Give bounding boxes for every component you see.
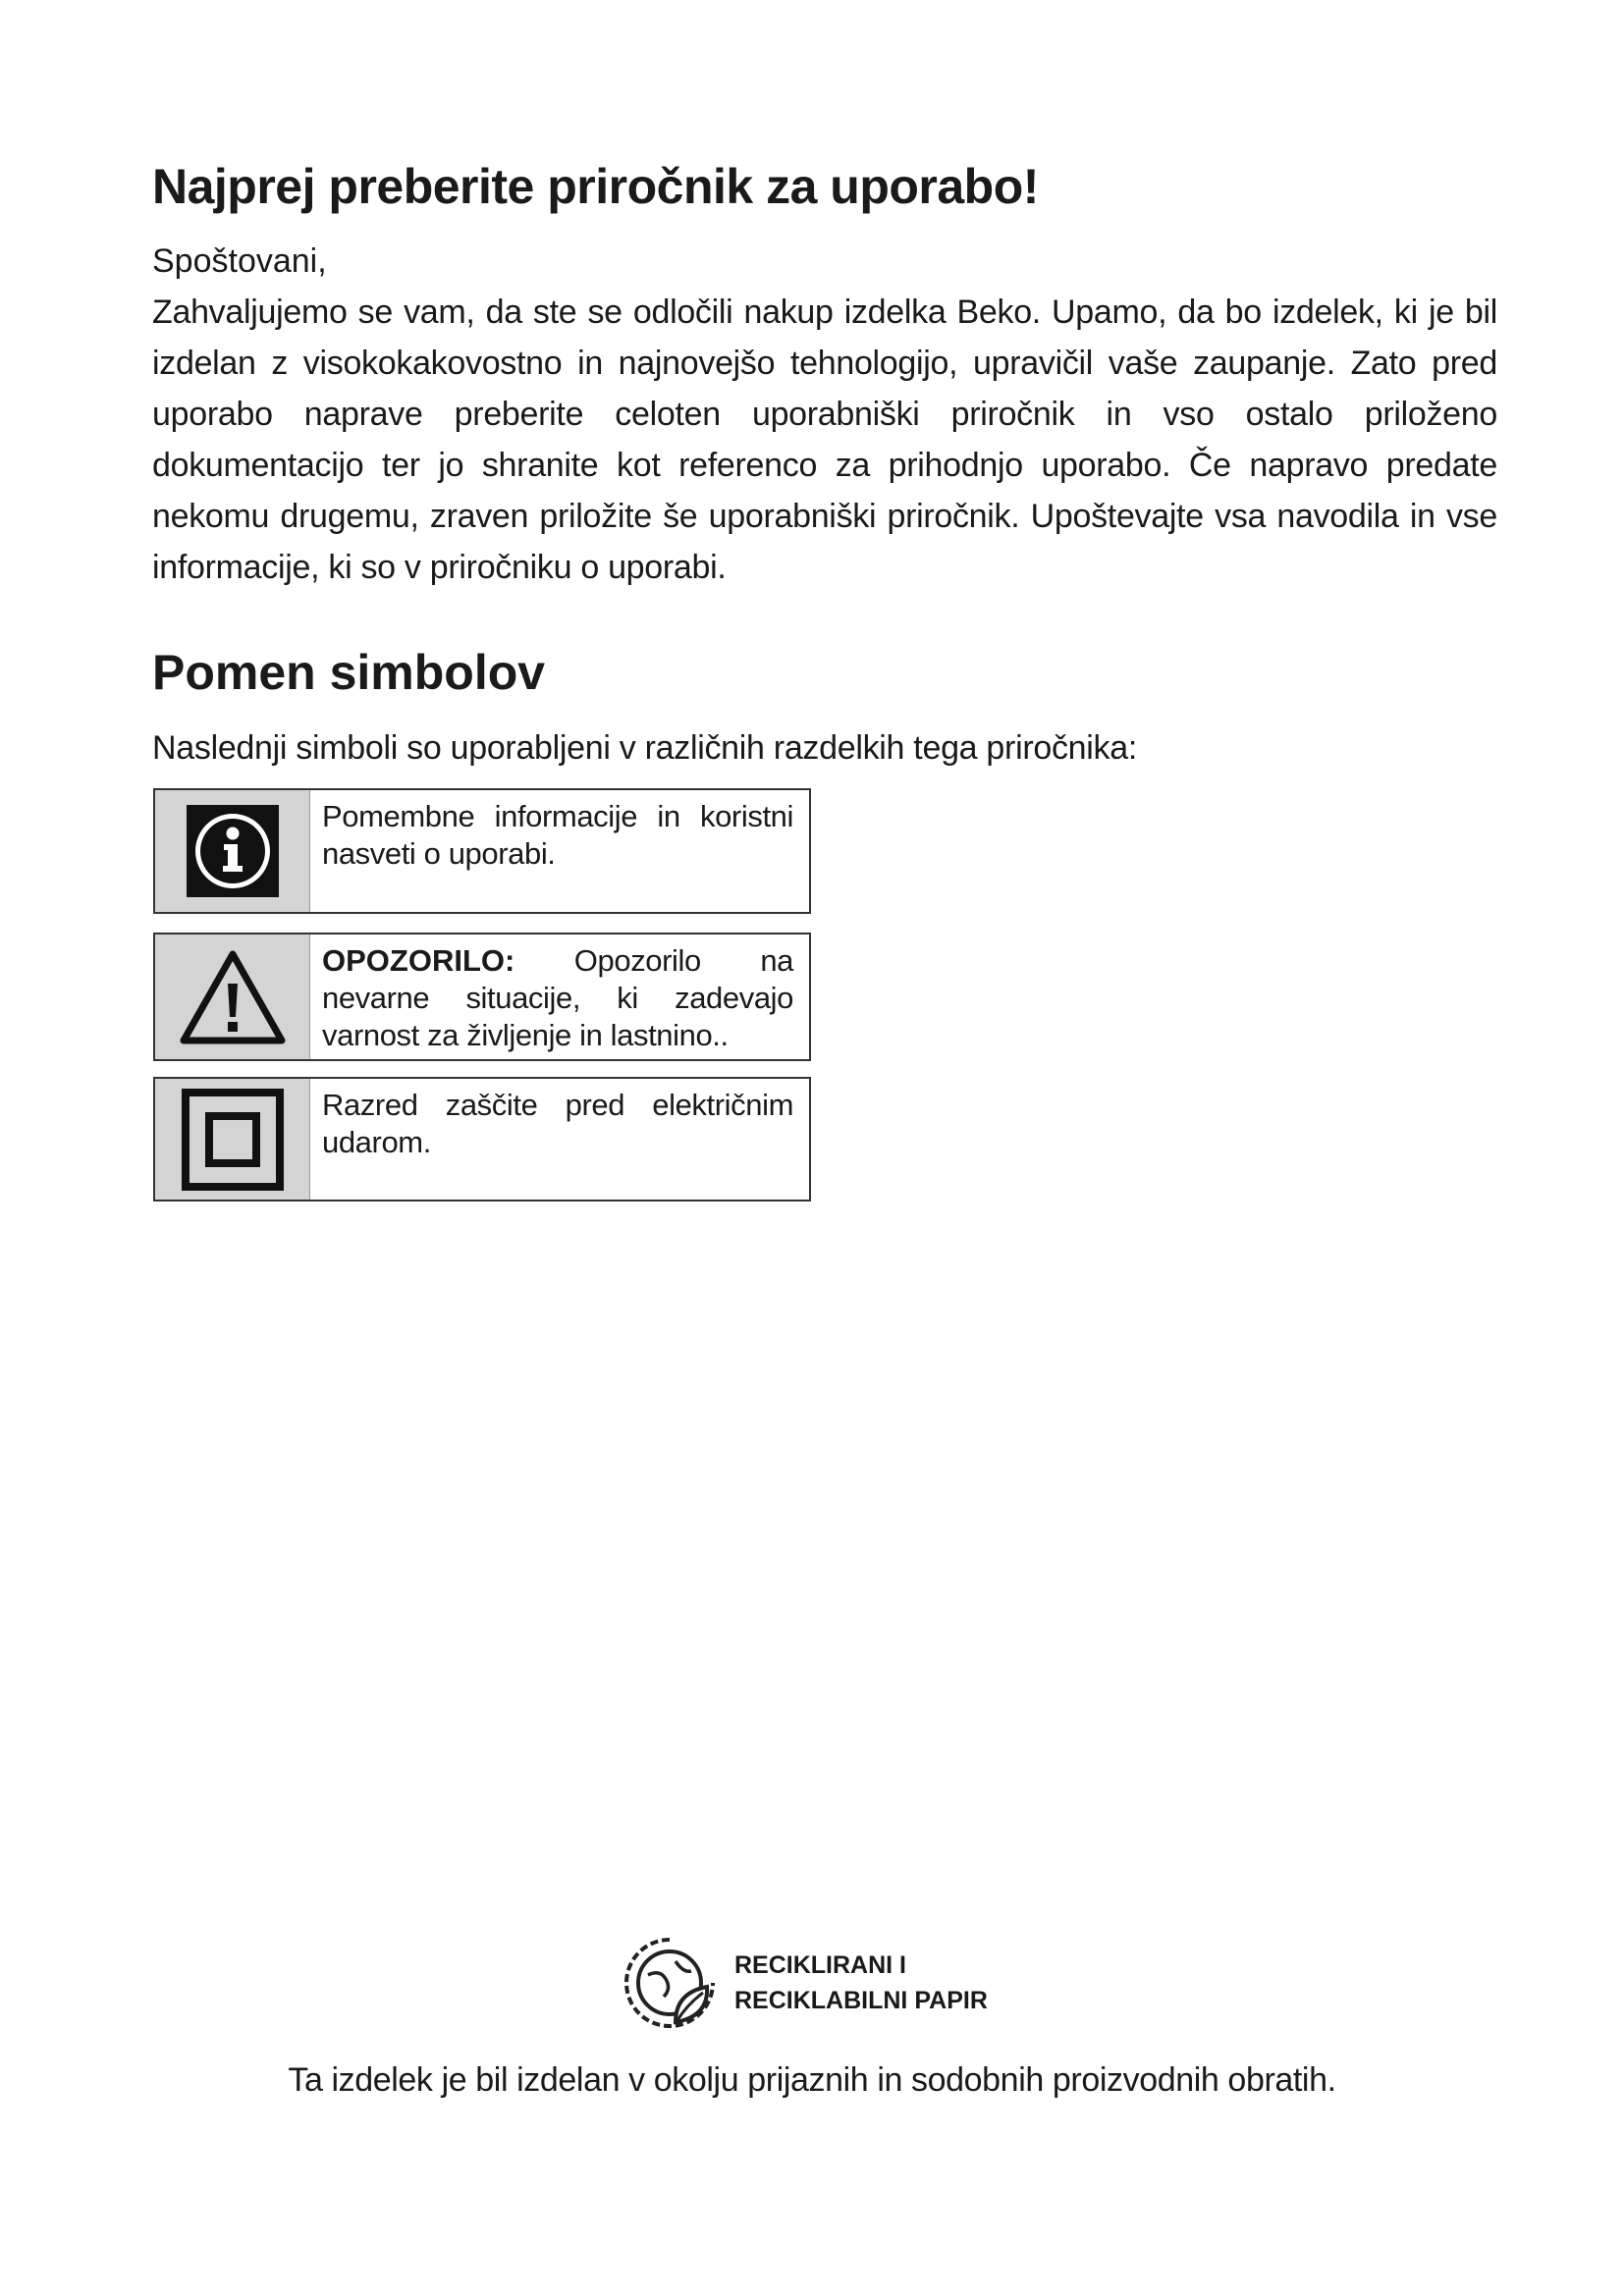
recycle-line-2: RECIKLABILNI PAPIR (734, 1987, 988, 2014)
symbol-icon-cell (155, 934, 310, 1059)
recycle-badge (619, 1924, 988, 2042)
warning-label: OPOZORILO: (322, 943, 515, 978)
recycled-paper-icon (619, 1932, 721, 2034)
recycle-line-1: RECIKLIRANI I (734, 1951, 906, 1979)
symbol-description (310, 934, 809, 1059)
symbol-row-protection (153, 1077, 811, 1201)
footer-note: Ta izdelek je bil izdelan v okolju prijaznih in sodobnih proizvodnih obratih. (288, 2061, 1336, 2099)
page-title: Najprej preberite priročnik za uporabo! (152, 159, 1039, 214)
symbol-description-text: Opozorilo na nevarne situacije, ki zadevajo varnost za življenje in lastnino.. (322, 943, 794, 1052)
recycle-label (734, 1948, 988, 2018)
intro-paragraph: Zahvaljujemo se vam, da ste se odločili nakup izdelka Beko. Upamo, da bo izdelek, ki je bil izdelan z visokokakovostno in najnovejšo tehnologijo, upravičil vaše zaupanje. Zato pred uporabo naprave preberite celoten uporabniški priročnik in vso ostalo priloženo dokumentacijo ter jo shranite kot referenco za prihodnjo uporabo. Če napravo predate nekomu drugemu, zraven priložite še uporabniški priročnik. Upoštevajte vsa navodila in vse informacije, ki so v priročniku o uporabi. (152, 294, 1497, 586)
info-icon (187, 805, 279, 897)
symbols-lead: Naslednji simboli so uporabljeni v različnih razdelkih tega priročnika: (152, 729, 1137, 767)
symbol-row-warning (153, 933, 811, 1061)
symbol-description (310, 790, 809, 912)
symbol-row-info (153, 788, 811, 914)
symbol-description-text: Pomembne informacije in koristni nasveti o uporabi. (322, 799, 793, 871)
symbol-description-text: Razred zaščite pred električnim udarom. (322, 1088, 793, 1159)
section-title-symbols: Pomen simbolov (152, 645, 546, 700)
protection-class-ii-icon (182, 1089, 284, 1191)
symbol-description (310, 1079, 809, 1200)
warning-triangle-icon (179, 948, 287, 1046)
salutation: Spoštovani, (152, 242, 327, 280)
symbol-icon-cell (155, 790, 310, 912)
symbol-icon-cell (155, 1079, 310, 1200)
